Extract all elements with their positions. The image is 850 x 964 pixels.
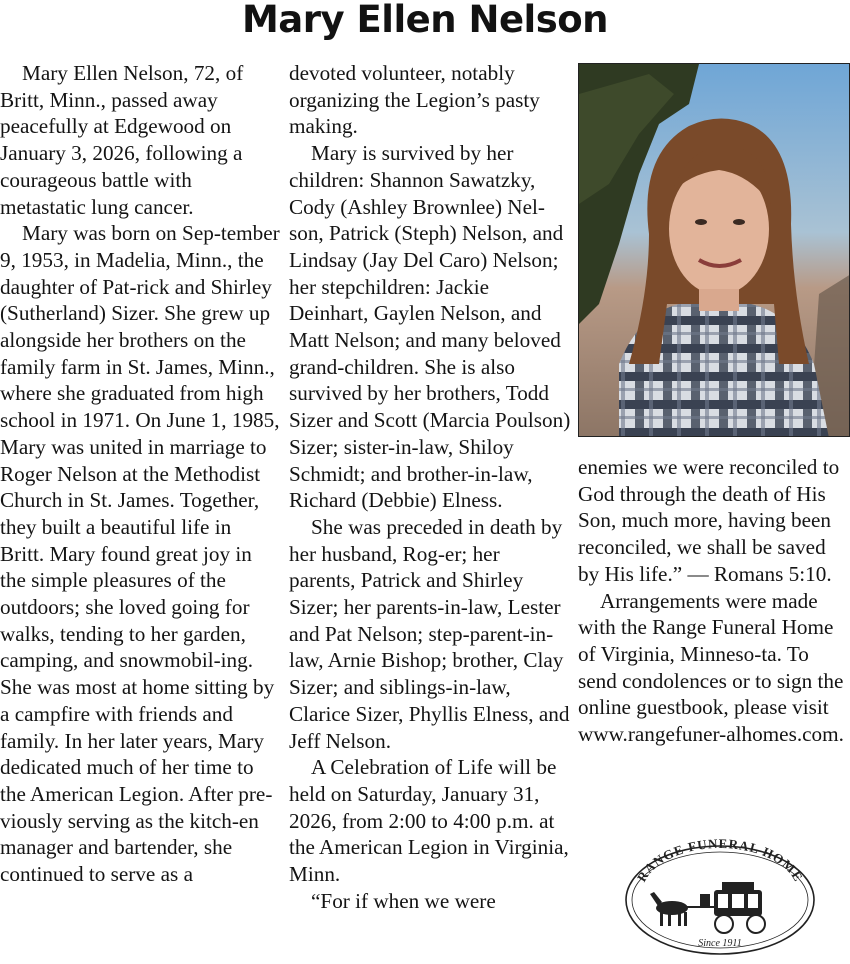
paragraph-celebration: A Celebration of Life will be held on Saturday, January 31, 2026, from 2:00 to 4:00 p.m. at the American Legion in Virginia, Minn. <box>289 755 569 887</box>
paragraph-intro: Mary Ellen Nelson, 72, of Britt, Minn., passed away peacefully at Edgewood on January 3, 2026, following a courageous battle with metastatic lung cancer. <box>0 61 244 219</box>
paragraph-verse: enemies we were reconciled to God through the death of His Son, much more, having been reconciled, we shall be saved by His life.” — Romans 5:10. <box>578 455 840 586</box>
portrait-photo-image <box>579 64 850 437</box>
paragraph-life: Mary was born on Sep-tember 9, 1953, in Madelia, Minn., the daughter of Pat-rick and Shirley (Sutherland) Sizer. She grew up alongside her brothers on the family farm in St. James, Minn., where she graduated from high school in 1971. On June 1, 1985, Mary was united in marriage to Roger Nelson at the Methodist Church in St. James. Together, they built a beautiful life in Britt. Mary found great joy in the simple pleasures of the outdoors; she loved going for walks, tending to her garden, camping, and snowmobil-ing. She was most at home sitting by a campfire with friends and family. In her later years, Mary dedicated much of her time to the American Legion. After pre-viously serving as the kitch-en manager and bartender, she continued to serve as a <box>0 221 280 887</box>
paragraph-arrangements: Arrangements were made with the Range Funeral Home of Virginia, Minneso-ta. To send condolences or to sign the online guestbook, please visit www.rangefuner-alhomes.com. <box>578 588 844 747</box>
text-column-1 <box>0 60 280 888</box>
portrait-photo <box>578 63 850 437</box>
logo-since-text: Since 1911 <box>698 938 742 949</box>
svg-text:RANGE FUNERAL HOME: RANGE FUNERAL HOME <box>633 838 807 885</box>
text-column-2 <box>289 60 571 915</box>
text-column-3 <box>578 454 850 748</box>
obituary-headline: Mary Ellen Nelson <box>241 0 609 41</box>
paragraph-survivors: Mary is survived by her children: Shannon Sawatzky, Cody (Ashley Brownlee) Nel-son, Patrick (Steph) Nelson, and Lindsay (Jay Del Caro) Nelson; her stepchildren: Jackie Deinhart, Gaylen Nelson, and Matt Nelson; and many beloved grand-children. She is also survived by her brothers, Todd Sizer and Scott (Marcia Poulson) Sizer; sister-in-law, Shiloy Schmidt; and brother-in-law, Richard (Debbie) Elness. <box>289 141 571 513</box>
hearse-carriage-icon <box>620 838 820 958</box>
paragraph-life-continued: devoted volunteer, notably organizing the Legion’s pasty making. <box>289 61 540 139</box>
funeral-home-logo <box>620 838 820 958</box>
paragraph-preceded: She was preceded in death by her husband, Rog-er; her parents, Patrick and Shirley Sizer; her parents-in-law, Lester and Pat Nelson; step-parent-in-law, Arnie Bishop; brother, Clay Sizer; and siblings-in-law, Clarice Sizer, Phyllis Elness, and Jeff Nelson. <box>289 514 570 753</box>
paragraph-verse-start: “For if when we were <box>311 888 496 913</box>
